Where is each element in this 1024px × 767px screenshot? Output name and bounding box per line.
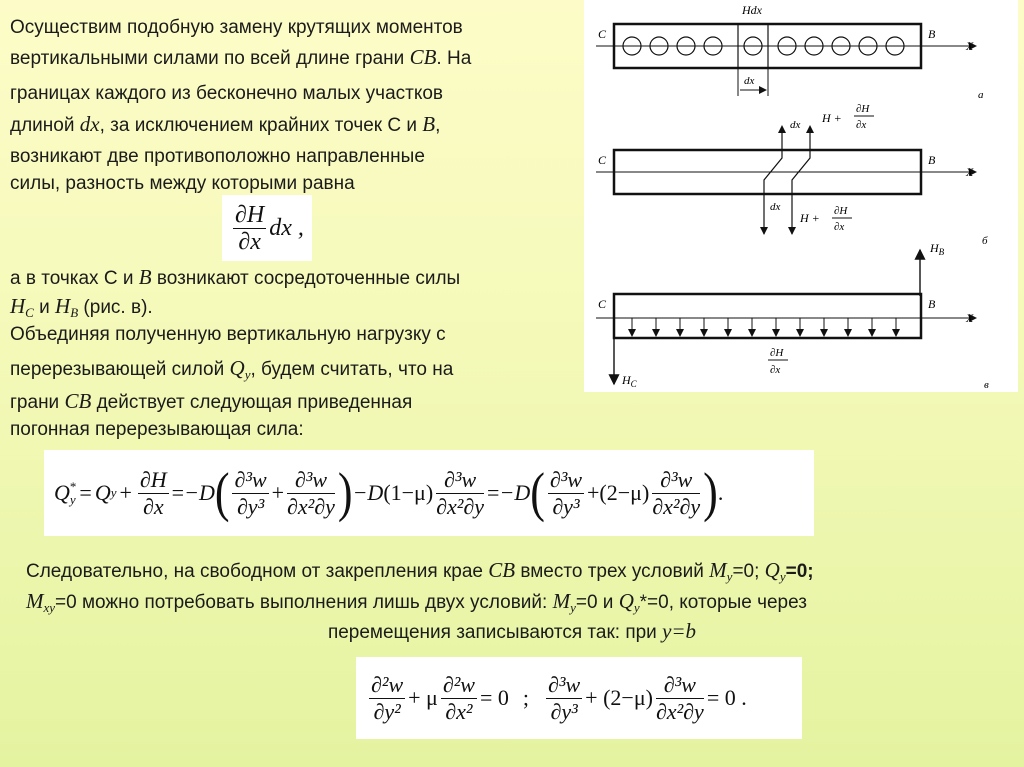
label-hb: $H_B$	[930, 241, 945, 257]
para2-line6: погонная перерезывающая сила:	[10, 419, 304, 440]
para1-line6: силы, разность между которыми равна	[10, 173, 355, 194]
label-b-b: B	[928, 153, 936, 167]
label-hc: $H_C$	[622, 373, 637, 389]
beam-diagram	[584, 0, 1018, 392]
para1-line5: возникают две противоположно направленные	[10, 146, 425, 167]
label-fig-v: в	[984, 379, 989, 391]
para3-line1: Следовательно, на свободном от закрепления крае СВ вместо трех условий $M_y=0$; $Q_y=0$;	[26, 558, 814, 584]
label-b-a: B	[928, 27, 936, 41]
label-ddx-top: ∂x	[856, 119, 867, 131]
label-ddx-v: ∂x	[770, 364, 781, 376]
label-dh-v: ∂H	[770, 347, 784, 359]
label-fig-b: б	[982, 235, 988, 247]
para2-line3: Объединяя полученную вертикальную нагрузку с	[10, 324, 446, 345]
beam-figure	[584, 0, 1018, 392]
label-hdx: Hdx	[742, 3, 762, 17]
formula-boundary-conditions: ∂²w ∂y² + μ $\frac{\text{∂²w}}{\text{∂x²}}$ = 0 ; ∂³w ∂y³ + (2−μ) $\frac{\text{∂³w}}{\text{∂x²∂y}}$ = 0 .	[356, 657, 802, 739]
figure-b	[596, 103, 988, 247]
para3-line2: $M_{xy}=0$ можно потребовать выполнения лишь двух условий: $M_y=0$ и $Q_y*=0$, которые через	[26, 589, 807, 615]
label-c-v: C	[598, 297, 607, 311]
label-ddx-bottom: ∂x	[834, 221, 845, 233]
label-x-v: X	[966, 311, 974, 325]
label-dh-top: ∂H	[856, 103, 870, 115]
label-b-v: B	[928, 297, 936, 311]
para1-line4: длиной dx, за исключением крайних точек С и В,	[10, 112, 441, 136]
label-dh-bottom: ∂H	[834, 205, 848, 217]
label-fig-a: а	[978, 89, 984, 101]
para2-line5: грани СВ действует следующая приведенная	[10, 389, 413, 413]
para1-line1: Осуществим подобную замену крутящих моментов	[10, 17, 463, 38]
label-c-b: C	[598, 153, 607, 167]
para2-line2: $H_C$ и $H_B$ (рис. в).	[10, 294, 153, 320]
label-dx-a: dx	[744, 75, 755, 87]
label-x-a: X	[966, 39, 974, 53]
label-dx-b-bottom: dx	[770, 201, 781, 213]
formula-reduced-shear: Q * y = Q y + $\frac{\partial H}{\partial x}$ = −D ( ∂³w ∂y³ + $\frac{\text{∂³w}}{\text{∂x²∂y}}$ ) −D (1−μ) $\frac{\text{∂³w}}{\text{∂x²∂y}}$ = −D ( ∂³w ∂y³ + (2−μ) ∂³w ∂x²∂y ) .	[44, 450, 814, 536]
label-x-b: X	[966, 165, 974, 179]
label-h-plus-bottom: H +	[800, 211, 820, 225]
para1-line2: вертикальными силами по всей длине грани СВ. На	[10, 45, 472, 69]
formula-dh-dx: ∂H ∂x dx ,	[222, 195, 312, 261]
para1-line3: границах каждого из бесконечно малых участков	[10, 83, 444, 104]
para3-line3: перемещения записываются так: при y=b	[327, 619, 697, 643]
label-h-plus-top: H +	[822, 111, 842, 125]
label-dx-b-top: dx	[790, 119, 801, 131]
para2-line1: а в точках С и В возникают сосредоточенные силы	[10, 265, 461, 289]
figure-v	[596, 241, 989, 391]
para2-line4: перерезывающей силой $Q_y$, будем считать, что на	[10, 356, 454, 382]
figure-a	[596, 3, 984, 101]
label-c-a: C	[598, 27, 607, 41]
